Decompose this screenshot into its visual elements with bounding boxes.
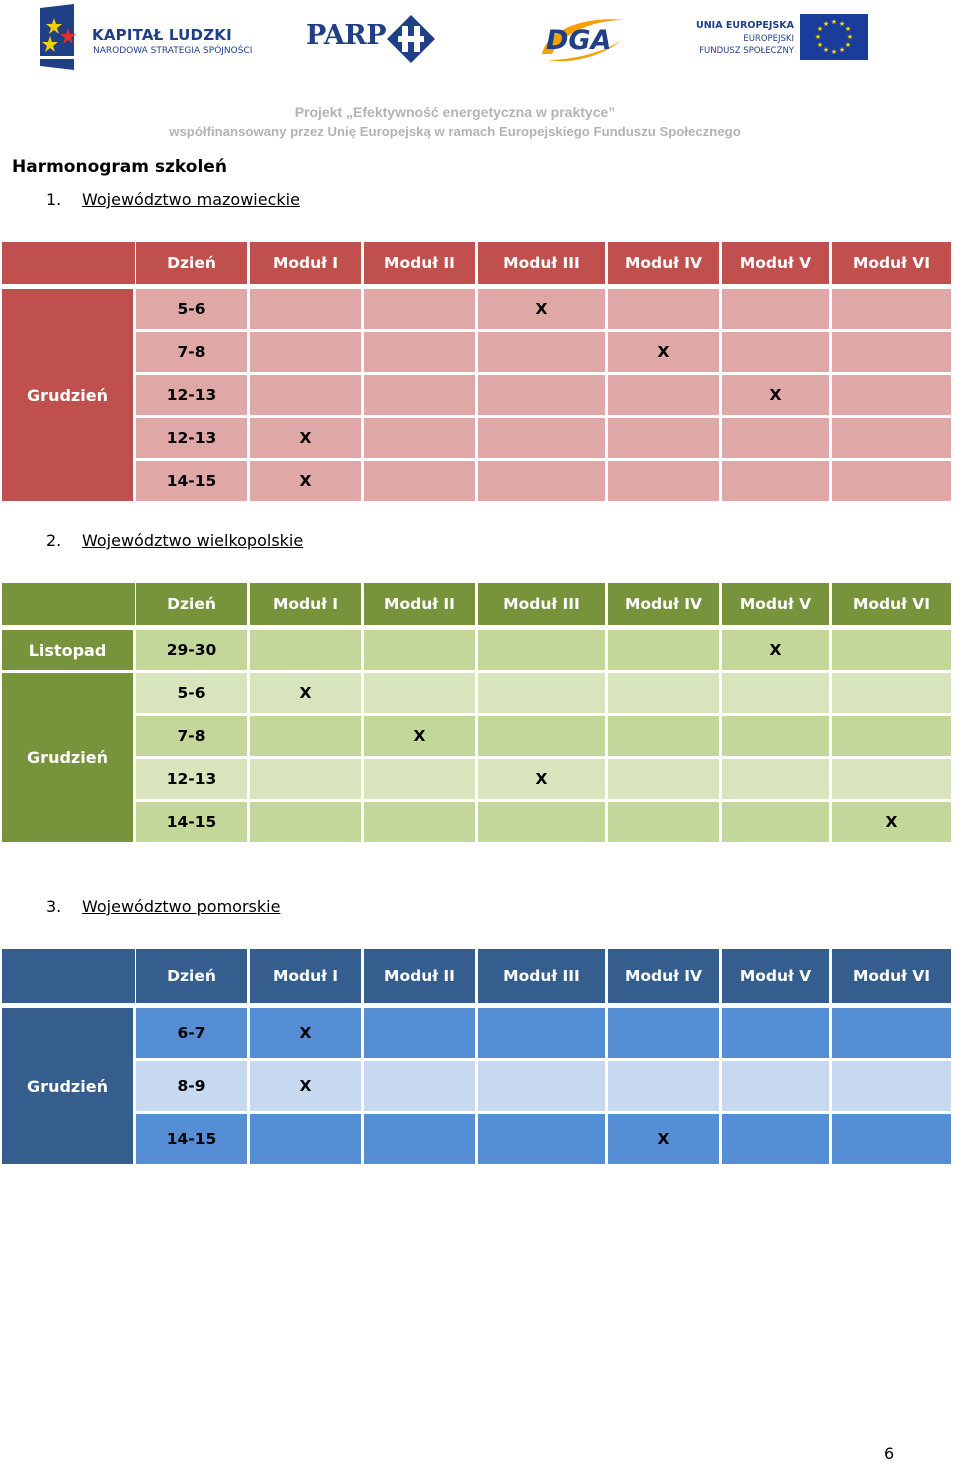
- table-header-cell: Moduł IV: [608, 242, 719, 284]
- module-cell: [478, 1114, 605, 1164]
- svg-text:★: ★: [846, 33, 854, 41]
- module-mark-cell: X: [608, 332, 719, 372]
- module-cell: [478, 716, 605, 756]
- module-cell: [722, 759, 829, 799]
- section-number: 3.: [46, 897, 62, 916]
- eu-logo: [696, 12, 870, 62]
- day-cell: 14-15: [136, 1114, 247, 1164]
- module-mark-cell: X: [832, 802, 951, 842]
- eu-line-1: UNIA EUROPEJSKA: [696, 20, 794, 31]
- module-cell: [608, 375, 719, 415]
- module-cell: [250, 332, 361, 372]
- module-mark-cell: X: [722, 375, 829, 415]
- dga-wordmark: DGA: [546, 25, 612, 56]
- module-mark-cell: X: [250, 1008, 361, 1058]
- parp-diamond-icon: [386, 14, 436, 64]
- project-title: Projekt „Efektywność energetyczna w praktyce”: [294, 104, 616, 120]
- table-header-cell: Dzień: [136, 242, 247, 284]
- module-cell: [722, 1008, 829, 1058]
- table-header-corner: [2, 949, 135, 1003]
- table-header-cell: Moduł IV: [608, 583, 719, 625]
- day-cell: 14-15: [136, 461, 247, 501]
- module-mark-cell: X: [722, 630, 829, 670]
- svg-text:★: ★: [844, 25, 852, 33]
- module-cell: [832, 1008, 951, 1058]
- svg-text:★: ★: [822, 46, 830, 54]
- module-cell: [364, 1008, 475, 1058]
- module-cell: [364, 759, 475, 799]
- eu-line-3: FUNDUSZ SPOŁECZNY: [699, 46, 794, 56]
- day-cell: 5-6: [136, 673, 247, 713]
- module-cell: [364, 332, 475, 372]
- day-cell: 6-7: [136, 1008, 247, 1058]
- day-cell: 7-8: [136, 332, 247, 372]
- module-cell: [364, 1061, 475, 1111]
- module-cell: [722, 802, 829, 842]
- table-header-cell: Moduł II: [364, 583, 475, 625]
- svg-text:★: ★: [838, 20, 846, 28]
- svg-text:★: ★: [838, 46, 846, 54]
- module-cell: [832, 332, 951, 372]
- eu-flag-icon: [800, 14, 868, 60]
- svg-text:★: ★: [830, 18, 838, 26]
- section-heading-1: [46, 190, 300, 209]
- section-number: 2.: [46, 531, 62, 550]
- module-cell: [478, 1061, 605, 1111]
- logo-bar: [0, 0, 960, 80]
- month-cell: Grudzień: [2, 289, 133, 501]
- module-cell: [608, 461, 719, 501]
- table-header-cell: Moduł VI: [832, 949, 951, 1003]
- module-cell: [608, 418, 719, 458]
- module-mark-cell: X: [250, 418, 361, 458]
- module-mark-cell: X: [478, 289, 605, 329]
- module-cell: [832, 461, 951, 501]
- module-cell: [608, 673, 719, 713]
- module-cell: [478, 630, 605, 670]
- table-header-cell: Moduł II: [364, 242, 475, 284]
- module-cell: [364, 375, 475, 415]
- project-cofinancing: współfinansowany przez Unię Europejską w ramach Europejskiego Funduszu Społecznego: [169, 124, 741, 139]
- module-cell: [478, 375, 605, 415]
- module-cell: [832, 375, 951, 415]
- module-cell: [722, 332, 829, 372]
- module-cell: [608, 759, 719, 799]
- day-cell: 7-8: [136, 716, 247, 756]
- table-header-cell: Moduł II: [364, 949, 475, 1003]
- kapital-ludzki-subtitle: NARODOWA STRATEGIA SPÓJNOŚCI: [93, 46, 253, 56]
- table-header-cell: Moduł III: [478, 949, 605, 1003]
- kapital-ludzki-emblem-icon: [36, 4, 78, 70]
- section-heading-2: [46, 531, 303, 550]
- module-cell: [250, 1114, 361, 1164]
- day-cell: 29-30: [136, 630, 247, 670]
- module-cell: [478, 1008, 605, 1058]
- day-cell: 12-13: [136, 375, 247, 415]
- eu-line-2: EUROPEJSKI: [743, 34, 794, 44]
- module-cell: [608, 1061, 719, 1111]
- module-cell: [722, 418, 829, 458]
- day-cell: 5-6: [136, 289, 247, 329]
- module-cell: [832, 759, 951, 799]
- module-cell: [832, 1061, 951, 1111]
- svg-text:★: ★: [816, 41, 824, 49]
- month-cell: Grudzień: [2, 673, 133, 842]
- module-mark-cell: X: [250, 1061, 361, 1111]
- module-cell: [364, 630, 475, 670]
- section-number: 1.: [46, 190, 62, 209]
- day-cell: 8-9: [136, 1061, 247, 1111]
- module-cell: [608, 630, 719, 670]
- svg-text:★: ★: [830, 48, 838, 56]
- section-name: Województwo wielkopolskie: [82, 531, 304, 550]
- module-cell: [250, 289, 361, 329]
- module-mark-cell: X: [608, 1114, 719, 1164]
- module-cell: [250, 802, 361, 842]
- module-cell: [608, 1008, 719, 1058]
- module-cell: [608, 289, 719, 329]
- module-cell: [722, 1061, 829, 1111]
- table-header-cell: Moduł III: [478, 583, 605, 625]
- table-header-cell: Moduł IV: [608, 949, 719, 1003]
- module-cell: [832, 673, 951, 713]
- module-cell: [832, 716, 951, 756]
- day-cell: 12-13: [136, 759, 247, 799]
- table-header-corner: [2, 583, 135, 625]
- day-cell: 12-13: [136, 418, 247, 458]
- kapital-ludzki-title: KAPITAŁ LUDZKI: [92, 26, 232, 44]
- table-header-cell: Moduł V: [722, 949, 829, 1003]
- month-cell: Grudzień: [2, 1008, 133, 1164]
- table-header-cell: Moduł VI: [832, 583, 951, 625]
- section-name: Województwo pomorskie: [82, 897, 281, 916]
- day-cell: 14-15: [136, 802, 247, 842]
- svg-text:★: ★: [822, 20, 830, 28]
- module-cell: [722, 1114, 829, 1164]
- document-title: Harmonogram szkoleń: [12, 157, 227, 177]
- module-cell: [832, 289, 951, 329]
- module-cell: [250, 716, 361, 756]
- module-mark-cell: X: [364, 716, 475, 756]
- module-cell: [832, 418, 951, 458]
- month-cell: Listopad: [2, 630, 133, 670]
- module-mark-cell: X: [250, 461, 361, 501]
- module-cell: [478, 418, 605, 458]
- module-cell: [364, 461, 475, 501]
- table-header-cell: Moduł I: [250, 583, 361, 625]
- module-cell: [364, 1114, 475, 1164]
- table-header-corner: [2, 242, 135, 284]
- module-cell: [250, 630, 361, 670]
- section-heading-3: [46, 897, 280, 916]
- module-cell: [722, 461, 829, 501]
- table-header-cell: Moduł I: [250, 949, 361, 1003]
- svg-text:★: ★: [844, 41, 852, 49]
- module-cell: [478, 332, 605, 372]
- module-cell: [832, 1114, 951, 1164]
- module-cell: [478, 461, 605, 501]
- parp-wordmark: PARP: [306, 20, 387, 51]
- dga-logo: [538, 10, 630, 66]
- module-cell: [722, 716, 829, 756]
- module-cell: [608, 802, 719, 842]
- module-cell: [364, 673, 475, 713]
- module-cell: [250, 375, 361, 415]
- module-mark-cell: X: [250, 673, 361, 713]
- svg-text:★: ★: [814, 33, 822, 41]
- module-cell: [364, 802, 475, 842]
- module-cell: [722, 673, 829, 713]
- module-cell: [478, 802, 605, 842]
- section-name: Województwo mazowieckie: [82, 190, 300, 209]
- module-cell: [608, 716, 719, 756]
- module-mark-cell: X: [478, 759, 605, 799]
- module-cell: [364, 418, 475, 458]
- table-header-cell: Moduł III: [478, 242, 605, 284]
- module-cell: [832, 630, 951, 670]
- module-cell: [250, 759, 361, 799]
- parp-logo: [306, 14, 438, 64]
- table-header-cell: Moduł VI: [832, 242, 951, 284]
- kapital-ludzki-logo: [36, 4, 256, 70]
- table-header-cell: Moduł V: [722, 583, 829, 625]
- svg-text:★: ★: [816, 25, 824, 33]
- table-header-cell: Moduł V: [722, 242, 829, 284]
- page-number: 6: [884, 1444, 895, 1462]
- table-header-cell: Dzień: [136, 949, 247, 1003]
- table-header-cell: Dzień: [136, 583, 247, 625]
- module-cell: [364, 289, 475, 329]
- table-header-cell: Moduł I: [250, 242, 361, 284]
- module-cell: [722, 289, 829, 329]
- module-cell: [478, 673, 605, 713]
